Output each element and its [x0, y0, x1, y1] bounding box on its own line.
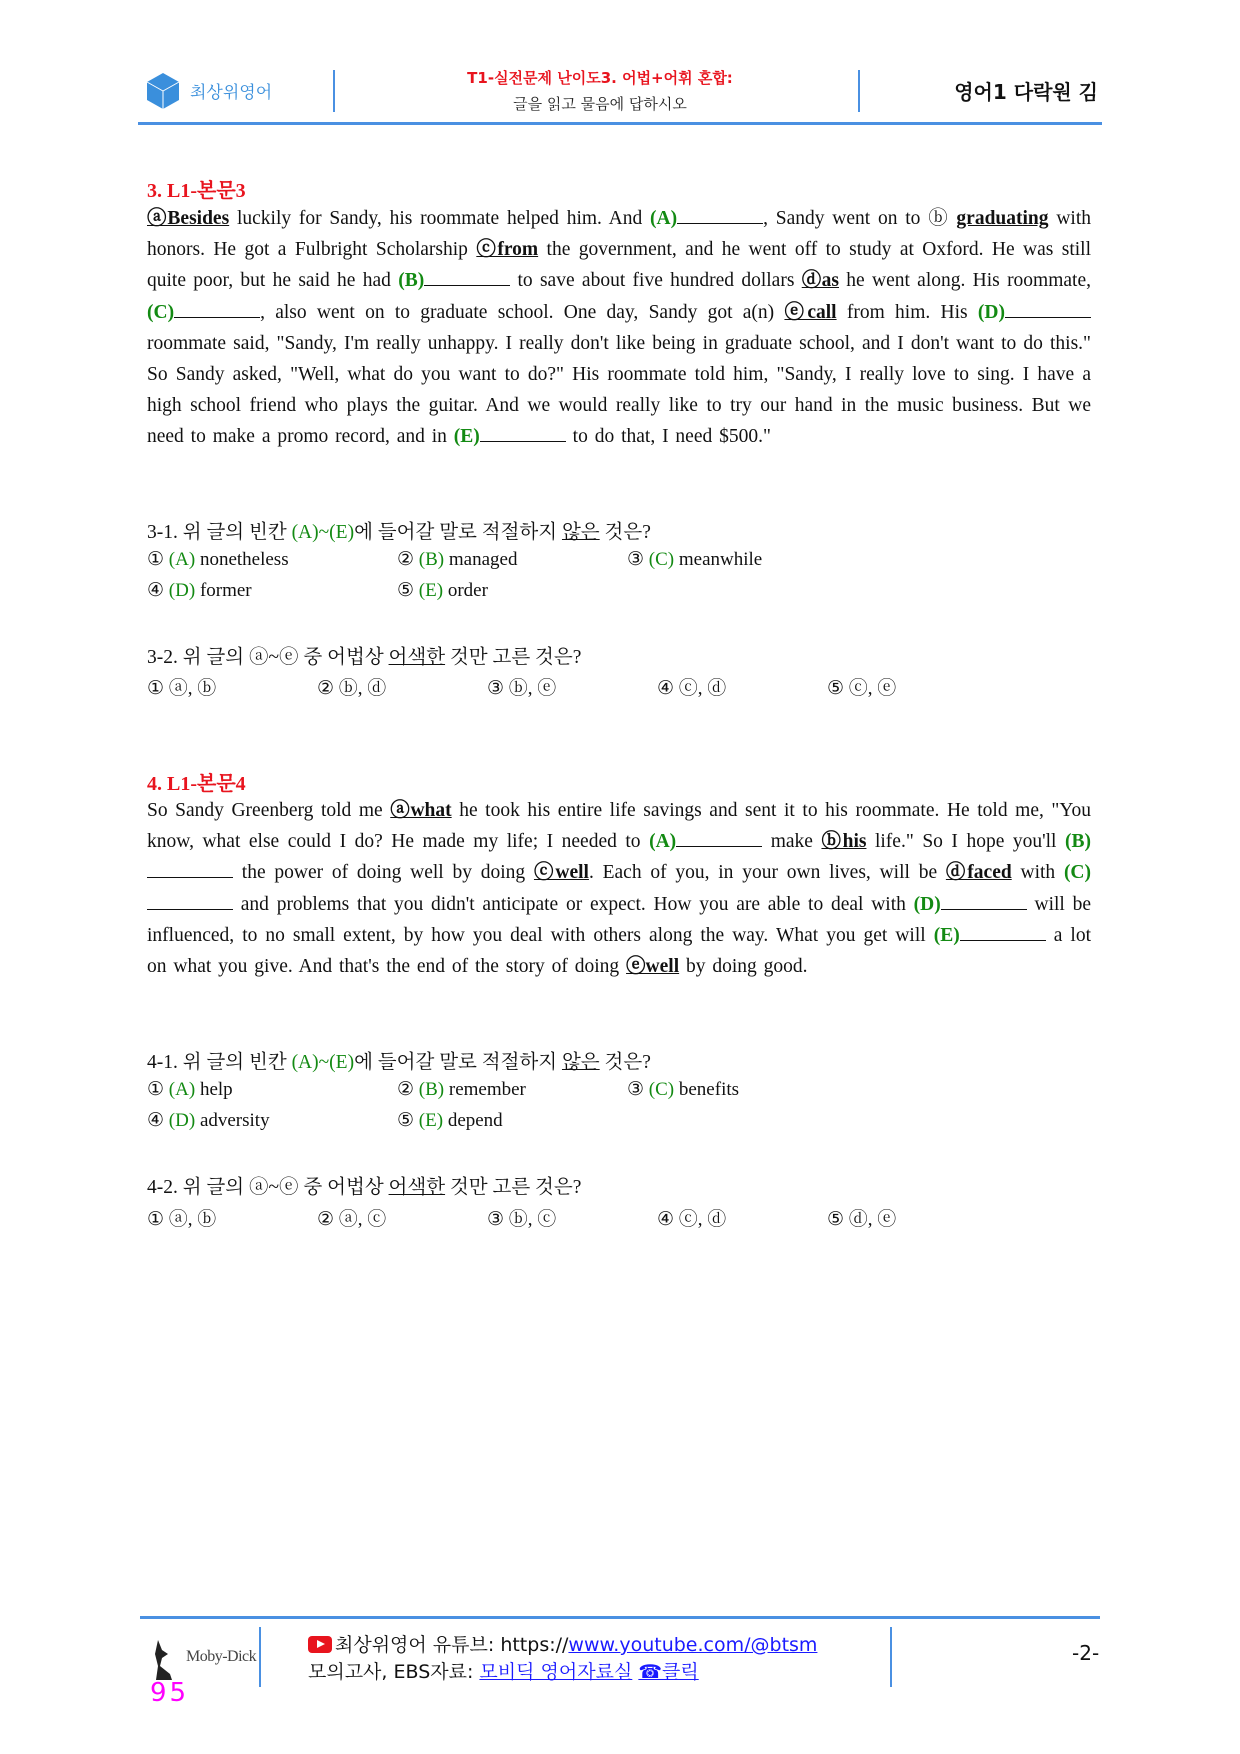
option-number: ⑤: [397, 580, 415, 601]
question-4-1: [147, 1046, 651, 1074]
grammar-marker: ⓔwell: [626, 956, 680, 978]
answer-option[interactable]: ③ ⓑ, ⓔ: [487, 678, 557, 699]
option-word: former: [199, 580, 252, 601]
option-word: remember: [448, 1079, 526, 1100]
answer-option[interactable]: [627, 1078, 739, 1101]
passage-text: life." So I hope you'll: [866, 831, 1065, 853]
section-title: 3. L1-본문3: [147, 180, 246, 202]
question-text: 위 글의 빈칸: [182, 522, 287, 543]
blank-line: [480, 423, 566, 442]
question-3-2: [147, 641, 581, 669]
question-emphasis: 않은: [561, 1052, 600, 1073]
passage-text: and problems that you didn't anticipate or expect. How you are able to deal with: [233, 893, 914, 915]
question-number: 4-1.: [147, 1052, 178, 1073]
answer-option[interactable]: ② ⓑ, ⓓ: [317, 678, 387, 699]
blank-label: (B): [398, 270, 425, 292]
youtube-link[interactable]: www.youtube.com/@btsm: [568, 1634, 818, 1656]
youtube-label: 최상위영어 유튜브: https://: [335, 1634, 569, 1656]
blank-line: [1005, 299, 1091, 318]
resources-label: 모의고사, EBS자료:: [308, 1661, 474, 1683]
passage-text: , also went on to graduate school. One day, Sandy got a(n): [260, 301, 785, 323]
grammar-marker: ⓓfaced: [945, 862, 1012, 884]
answer-option[interactable]: ⑤ ⓒ, ⓔ: [827, 678, 897, 699]
answer-option[interactable]: ④ ⓒ, ⓓ: [657, 678, 727, 699]
grammar-marker: ⓒfrom: [476, 239, 539, 261]
option-word: managed: [448, 549, 518, 570]
header-rule: [138, 122, 1102, 125]
passage-text: roommate said, "Sandy, I'm really unhappy. I really don't like being in graduate school, and I don't want to do this." So Sandy asked, "Well, what do you want to do?" His roommate told him, "Sandy, I really love to sing. I have a high school friend who plays the guitar. And we would really like to try our hand in the music business. But we need to make a promo record, and in: [147, 332, 1091, 448]
option-word: order: [447, 580, 488, 601]
question-text: 것만 고른 것은?: [449, 647, 582, 668]
answer-option[interactable]: [147, 1109, 270, 1132]
grammar-marker: ⓓas: [801, 270, 839, 292]
blank-label: (D): [913, 893, 941, 915]
footer-divider: [890, 1627, 892, 1687]
blank-line: [941, 891, 1027, 910]
option-word: benefits: [678, 1079, 740, 1100]
blank-label: (A): [649, 831, 677, 853]
question-text: 것만 고른 것은?: [449, 1177, 582, 1198]
blank-line: [147, 859, 233, 878]
grammar-marker: ⓑhis: [821, 831, 867, 853]
question-text: 에 들어갈 말로 적절하지: [354, 1052, 558, 1073]
grammar-marker: ⓒwell: [533, 862, 589, 884]
question-text: 것은?: [604, 1052, 651, 1073]
question-number: 3-2.: [147, 647, 178, 668]
passage: [147, 203, 1091, 453]
worksheet-title: T1-실전문제 난이도3. 어법+어휘 혼합:: [467, 69, 733, 87]
click-link[interactable]: ☎클릭: [638, 1661, 699, 1683]
question-3-1: [147, 516, 651, 544]
passage-text: he took his entire life savings and sent it to his roommate. He told me, "You know, what else could I do? He made my life; I needed to: [147, 800, 1092, 853]
answer-option[interactable]: [147, 1078, 233, 1101]
blank-line: [960, 922, 1046, 941]
option-label: (A): [168, 1079, 196, 1100]
passage-text: to do that, I need $500.": [565, 426, 771, 448]
option-label: (C): [648, 549, 675, 570]
blank-label: (B): [1065, 831, 1091, 853]
answer-option[interactable]: [397, 579, 488, 602]
blank-label: (A): [650, 208, 678, 229]
blank-line: [174, 299, 260, 318]
option-label: (A): [168, 549, 196, 570]
grammar-marker: graduating: [956, 208, 1049, 229]
options-3-1: [147, 548, 1047, 612]
passage-text: to save about five hundred dollars: [510, 270, 802, 292]
option-number: ③: [627, 1079, 645, 1100]
page-number: -2-: [1072, 1641, 1100, 1665]
header-divider: [858, 70, 860, 112]
passage-text: he went along. His roommate,: [838, 270, 1091, 292]
grammar-marker: ⓐwhat: [390, 800, 452, 821]
youtube-line: [308, 1630, 817, 1657]
passage-text: with honors. He got a Fulbright Scholarship: [147, 208, 1091, 261]
answer-option[interactable]: [147, 579, 252, 602]
question-text: 위 글의 ⓐ~ⓔ 중 어법상: [182, 1177, 384, 1198]
blank-label: (C): [1063, 862, 1092, 884]
passage-text: , Sandy went on to ⓑ: [763, 208, 957, 229]
blank-label: (E): [453, 426, 480, 448]
blank-line: [424, 267, 510, 286]
option-word: adversity: [199, 1110, 270, 1131]
option-number: ②: [397, 1079, 415, 1100]
answer-option[interactable]: [627, 548, 762, 571]
passage-text: the government, and he went off to study at Oxford. He was still quite poor, but he said he had: [147, 239, 1092, 292]
brand-logo: [146, 72, 180, 110]
option-word: meanwhile: [678, 549, 763, 570]
option-label: (D): [168, 580, 196, 601]
answer-option[interactable]: ① ⓐ, ⓑ: [147, 678, 217, 699]
passage-text: by doing good.: [679, 956, 808, 978]
options-4-2: [147, 1204, 1047, 1234]
option-label: (C): [648, 1079, 675, 1100]
whale-tail-icon: [152, 1640, 176, 1680]
question-number: 3-1.: [147, 522, 178, 543]
options-4-1: [147, 1078, 1047, 1142]
option-label: (B): [418, 549, 445, 570]
question-text: 에 들어갈 말로 적절하지: [354, 522, 558, 543]
question-text: 위 글의 빈칸: [182, 1052, 287, 1073]
passage-text: luckily for Sandy, his roommate helped him. And: [229, 208, 651, 229]
answer-option[interactable]: [397, 1109, 503, 1132]
question-number: 4-2.: [147, 1177, 178, 1198]
option-number: ②: [397, 549, 415, 570]
option-word: depend: [447, 1110, 503, 1131]
passage-text: So Sandy Greenberg told me: [147, 800, 391, 821]
passage-text: . Each of you, in your own lives, will be: [588, 862, 946, 884]
answer-option[interactable]: ③ ⓑ, ⓒ: [487, 1209, 557, 1230]
option-label: (B): [418, 1079, 445, 1100]
option-label: (D): [168, 1110, 196, 1131]
answer-option[interactable]: [397, 1078, 526, 1101]
question-emphasis: 어색한: [388, 1177, 446, 1198]
brand-name: 최상위영어: [190, 83, 273, 103]
answer-option[interactable]: ④ ⓒ, ⓓ: [657, 1209, 727, 1230]
question-emphasis: 않은: [561, 522, 600, 543]
footer-divider: [259, 1627, 261, 1687]
passage-text: the power of doing well by doing: [233, 862, 534, 884]
passage-text: from him. His: [836, 301, 978, 323]
option-word: nonetheless: [199, 549, 289, 570]
textbook-label: 영어1 다락원 김: [954, 80, 1098, 104]
answer-option[interactable]: [397, 548, 517, 571]
answer-option[interactable]: ① ⓐ, ⓑ: [147, 1209, 217, 1230]
blank-line: [677, 205, 763, 224]
blank-line: [676, 828, 762, 847]
option-label: (E): [418, 1110, 444, 1131]
option-label: (E): [418, 580, 444, 601]
blank-label: (D): [977, 301, 1005, 323]
grammar-marker: ⓐBesides: [147, 208, 230, 229]
options-3-2: [147, 673, 1047, 703]
grammar-marker: ⓔcall: [784, 301, 837, 323]
question-range: (A)~(E): [291, 522, 355, 543]
resources-line: [308, 1657, 699, 1684]
question-text: 위 글의 ⓐ~ⓔ 중 어법상: [182, 647, 384, 668]
option-number: ①: [147, 1079, 165, 1100]
option-word: help: [199, 1079, 233, 1100]
footer-rule: [140, 1616, 1100, 1619]
question-4-2: [147, 1171, 581, 1199]
resources-link[interactable]: 모비딕 영어자료실: [479, 1661, 633, 1683]
worksheet-instruction: 글을 읽고 물음에 답하시오: [513, 95, 687, 113]
answer-option[interactable]: ② ⓐ, ⓒ: [317, 1209, 387, 1230]
answer-option[interactable]: ⑤ ⓓ, ⓔ: [827, 1209, 897, 1230]
question-emphasis: 어색한: [388, 647, 446, 668]
blank-label: (C): [147, 301, 175, 323]
page-code: 95: [150, 1678, 190, 1708]
header-divider: [333, 70, 335, 112]
blank-label: (E): [933, 924, 960, 946]
option-number: ⑤: [397, 1110, 415, 1131]
passage-text: with: [1011, 862, 1064, 884]
moby-dick-label: Moby-Dick: [186, 1648, 257, 1665]
blank-line: [147, 891, 233, 910]
question-text: 것은?: [604, 522, 651, 543]
passage-text: a lot on what you give. And that's the end of the story of doing: [147, 924, 1091, 978]
passage: [147, 795, 1091, 982]
answer-option[interactable]: [147, 548, 289, 571]
question-range: (A)~(E): [291, 1052, 355, 1073]
youtube-icon: [308, 1636, 332, 1653]
section-title: 4. L1-본문4: [147, 773, 246, 795]
option-number: ④: [147, 1110, 165, 1131]
passage-text: will be influenced, to no small extent, by how you deal with others along the way. What you get will: [147, 893, 1091, 946]
passage-text: make: [762, 831, 822, 853]
option-number: ①: [147, 549, 165, 570]
option-number: ③: [627, 549, 645, 570]
option-number: ④: [147, 580, 165, 601]
